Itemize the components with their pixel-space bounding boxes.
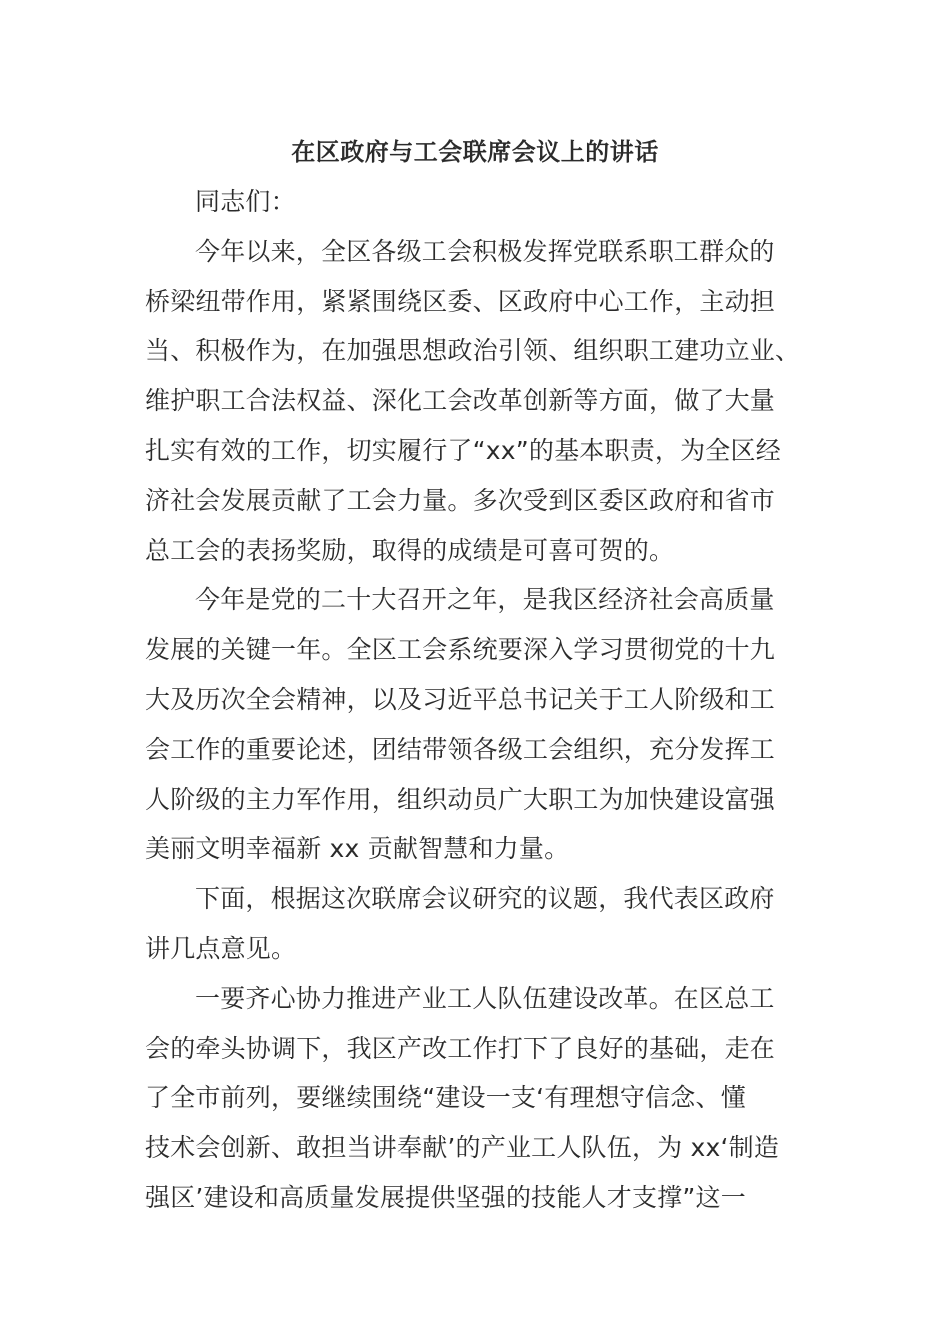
text-line: 发展的关键一年。全区工会系统要深入学习贯彻党的十九 bbox=[145, 635, 776, 665]
text-line: 会工作的重要论述，团结带领各级工会组织，充分发挥工 bbox=[145, 734, 776, 764]
text-line: 济社会发展贡献了工会力量。多次受到区委区政府和省市 bbox=[145, 485, 776, 515]
text-line: 当、积极作为，在加强思想政治引领、组织职工建功立业、 bbox=[145, 336, 801, 366]
text-line: 讲几点意见。 bbox=[145, 933, 297, 963]
text-line: 美丽文明幸福新 xx 贡献智慧和力量。 bbox=[145, 834, 570, 864]
text-line: 了全市前列，要继续围绕“建设一支‘有理想守信念、懂 bbox=[145, 1083, 746, 1113]
text-line: 扎实有效的工作，切实履行了“xx”的基本职责，为全区经 bbox=[145, 435, 781, 465]
text-line: 强区’建设和高质量发展提供坚强的技能人才支撑”这一 bbox=[145, 1182, 746, 1212]
text-line: 技术会创新、敢担当讲奉献’的产业工人队伍，为 xx‘制造 bbox=[145, 1133, 780, 1163]
text-line: 总工会的表扬奖励，取得的成绩是可喜可贺的。 bbox=[145, 535, 675, 565]
text-line: 会的牵头协调下，我区产改工作打下了良好的基础，走在 bbox=[145, 1033, 776, 1063]
text-line: 今年以来，全区各级工会积极发挥党联系职工群众的 bbox=[195, 236, 775, 266]
text-line: 人阶级的主力军作用，组织动员广大职工为加快建设富强 bbox=[145, 784, 776, 814]
text-line: 同志们： bbox=[195, 187, 296, 216]
document-title: 在区政府与工会联席会议上的讲话 bbox=[291, 138, 659, 166]
text-line: 下面，根据这次联席会议研究的议题，我代表区政府 bbox=[195, 884, 775, 914]
text-line: 维护职工合法权益、深化工会改革创新等方面，做了大量 bbox=[145, 386, 776, 416]
text-line: 一要齐心协力推进产业工人队伍建设改革。在区总工 bbox=[195, 983, 775, 1013]
document-body bbox=[145, 177, 805, 1223]
text-line: 大及历次全会精神，以及习近平总书记关于工人阶级和工 bbox=[145, 684, 776, 714]
text-line: 今年是党的二十大召开之年，是我区经济社会高质量 bbox=[195, 585, 775, 615]
text-line: 桥梁纽带作用，紧紧围绕区委、区政府中心工作，主动担 bbox=[145, 286, 776, 316]
